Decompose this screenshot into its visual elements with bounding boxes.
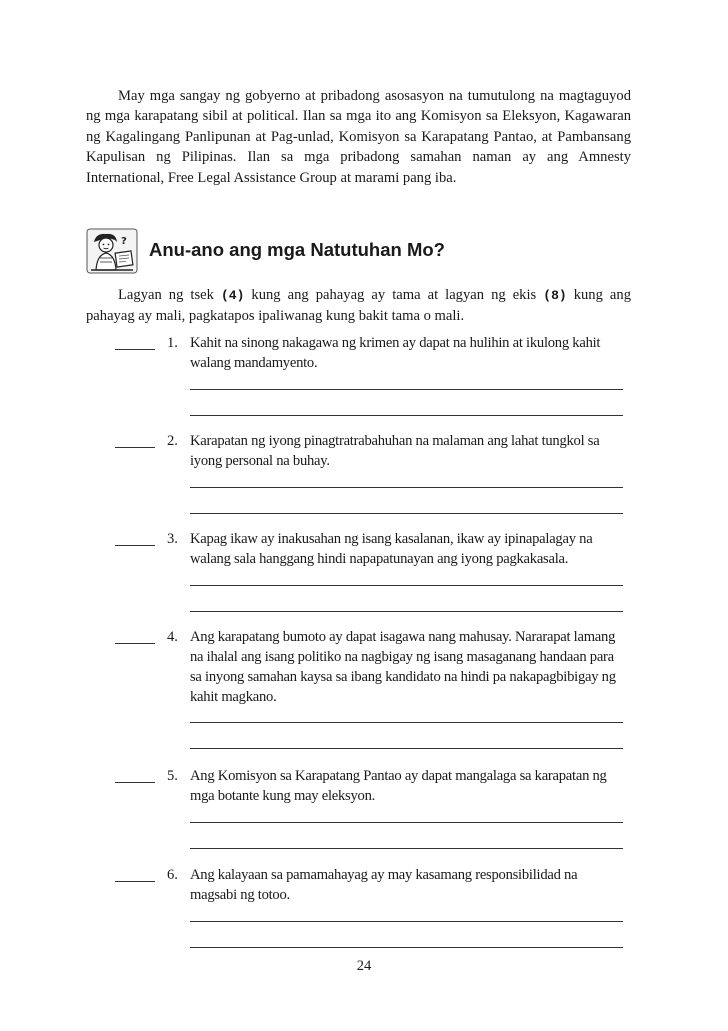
section-title: Anu-ano ang mga Natutuhan Mo? — [149, 239, 445, 260]
explanation-line[interactable] — [190, 585, 623, 586]
question-item — [115, 766, 630, 856]
instructions-text-2: kung ang pahayag ay tama at lagyan ng ekis — [244, 287, 544, 303]
answer-blank[interactable] — [115, 768, 155, 783]
page-number: 24 — [356, 958, 372, 974]
answer-blank[interactable] — [115, 335, 155, 350]
item-statement: Karapatan ng iyong pinagtratrabahuhan na malaman ang lahat tungkol sa iyong personal na buhay. — [190, 433, 600, 469]
item-number: 5. — [167, 768, 178, 784]
item-number: 1. — [167, 335, 178, 351]
answer-blank[interactable] — [115, 629, 155, 644]
item-number: 4. — [167, 629, 178, 645]
item-number: 6. — [167, 867, 178, 883]
item-statement: Ang karapatang bumoto ay dapat isagawa nang mahusay. Nararapat lamang na ihalal ang isang politiko na nagbigay ng isang masaganang handaan para sa inyong samahan kaysa sa ibang kandidato na hindi pa nakapagbibigay ng kahit magkano. — [190, 629, 616, 705]
section-header — [86, 228, 631, 276]
explanation-line[interactable] — [190, 487, 623, 488]
explanation-line[interactable] — [190, 513, 623, 514]
explanation-line[interactable] — [190, 415, 623, 416]
explanation-line[interactable] — [190, 848, 623, 849]
answer-blank[interactable] — [115, 433, 155, 448]
explanation-line[interactable] — [190, 611, 623, 612]
item-number: 2. — [167, 433, 178, 449]
explanation-line[interactable] — [190, 389, 623, 390]
item-statement: Kahit na sinong nakagawa ng krimen ay dapat na hulihin at ikulong kahit walang mandamyento. — [190, 335, 601, 371]
question-item — [115, 529, 630, 619]
answer-blank[interactable] — [115, 531, 155, 546]
intro-paragraph: May mga sangay ng gobyerno at pribadong asosasyon na tumutulong na magtaguyod ng mga karapatang sibil at political. Ilan sa mga ito ang Komisyon sa Eleksyon, Kagawaran ng Kagalingang Panlipunan at Pag-unlad, Komisyon sa Karapatang Pantao, at Pambansang Kapulisan ng Pilipinas. Ilan sa mga pribadong samahan naman ay ang Amnesty International, Free Legal Assistance Group at marami pang iba. — [86, 88, 631, 186]
explanation-line[interactable] — [190, 748, 623, 749]
explanation-line[interactable] — [190, 921, 623, 922]
instructions-text-1: Lagyan ng tsek — [118, 287, 221, 303]
check-symbol: (4) — [220, 288, 245, 303]
svg-text:?: ? — [121, 236, 127, 247]
explanation-line[interactable] — [190, 722, 623, 723]
answer-blank[interactable] — [115, 867, 155, 882]
question-item — [115, 431, 630, 521]
question-item — [115, 865, 630, 955]
item-number: 3. — [167, 531, 178, 547]
item-statement: Ang kalayaan sa pamamahayag ay may kasamang responsibilidad na magsabi ng totoo. — [190, 867, 578, 903]
x-symbol: (8) — [543, 288, 567, 303]
item-statement: Ang Komisyon sa Karapatang Pantao ay dapat mangalaga sa karapatan ng mga botante kung may eleksyon. — [190, 768, 607, 804]
explanation-line[interactable] — [190, 822, 623, 823]
instructions-paragraph — [86, 285, 631, 327]
question-item — [115, 333, 630, 423]
explanation-line[interactable] — [190, 947, 623, 948]
item-statement: Kapag ikaw ay inakusahan ng isang kasalanan, ikaw ay ipinapalagay na walang sala hanggang hindi napapatunayan ang iyong pagkakasala. — [190, 531, 593, 567]
student-reading-icon — [86, 228, 138, 274]
instructions-text-3: kung ang pahayag ay mali, pagkatapos ipaliwanag kung bakit tama o mali. — [86, 287, 631, 325]
question-item — [115, 627, 630, 757]
